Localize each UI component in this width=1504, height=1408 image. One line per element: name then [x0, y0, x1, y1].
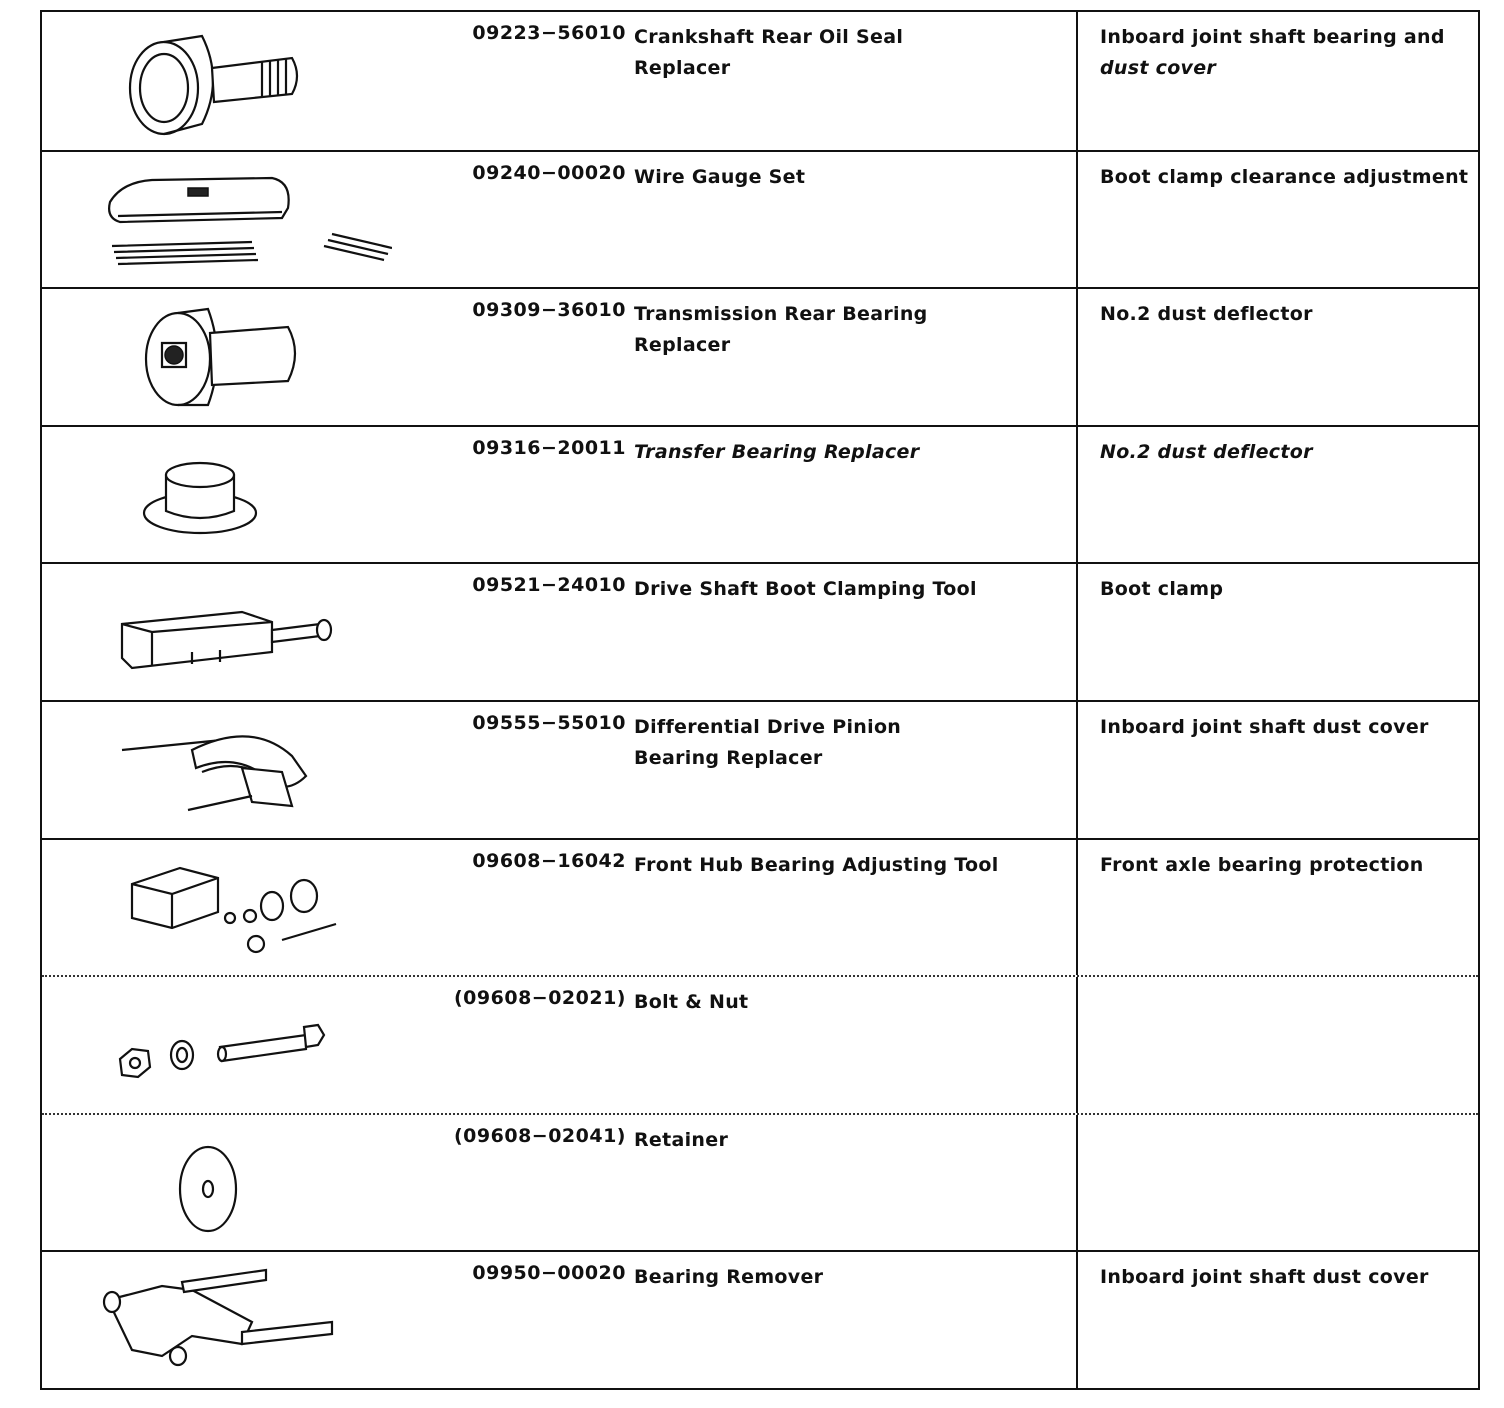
- tool-illustration: [42, 427, 442, 563]
- tool-name: Differential Drive Pinion Bearing Replacer: [634, 715, 902, 769]
- part-number: 09240−00020: [472, 161, 626, 184]
- tool-name: Transmission Rear Bearing Replacer: [634, 303, 928, 357]
- table-row: [42, 975, 1478, 1113]
- hub-bearing-adjusting-tool-icon: [92, 848, 392, 968]
- part-number: (09608−02021): [454, 987, 626, 1010]
- usage-note-cell: [1076, 152, 1480, 288]
- part-number: 09223−56010: [472, 22, 626, 44]
- usage-note-cell: [1076, 427, 1480, 563]
- tool-illustration: [42, 702, 442, 838]
- table-row: [42, 562, 1478, 700]
- table-row: [42, 287, 1478, 425]
- wire-gauge-set-icon: [92, 160, 392, 280]
- tool-name: Front Hub Bearing Adjusting Tool: [634, 853, 999, 876]
- usage-note: Boot clamp clearance adjustment: [1100, 165, 1469, 188]
- special-service-tools-table: [40, 10, 1480, 1390]
- table-row: [42, 150, 1478, 288]
- usage-note-cell: [1076, 564, 1480, 700]
- usage-note: Boot clamp: [1100, 578, 1224, 601]
- tool-name: Transfer Bearing Replacer: [634, 440, 920, 463]
- tool-name: Retainer: [634, 1128, 729, 1151]
- part-number: 09608−16042: [472, 849, 626, 872]
- bolt-and-nut-icon: [92, 985, 392, 1105]
- usage-note: Inboard joint shaft dust cover: [1100, 715, 1429, 738]
- tool-illustration: [42, 1252, 442, 1388]
- pinion-bearing-replacer-icon: [92, 710, 392, 830]
- table-row: [42, 838, 1478, 976]
- retainer-icon: [92, 1123, 392, 1243]
- bearing-remover-icon: [92, 1260, 392, 1380]
- table-row: [42, 1250, 1478, 1388]
- tool-illustration: [42, 289, 442, 425]
- part-number: 09555−55010: [472, 711, 626, 734]
- transfer-bearing-replacer-icon: [92, 435, 392, 555]
- usage-note: Front axle bearing protection: [1100, 853, 1424, 876]
- usage-note: Inboard joint shaft bearing and dust cover: [1100, 26, 1445, 79]
- tool-illustration: [42, 1115, 442, 1251]
- tool-illustration: [42, 12, 442, 150]
- usage-note-cell: [1076, 289, 1480, 425]
- part-number: 09309−36010: [472, 299, 626, 322]
- usage-note: Inboard joint shaft dust cover: [1100, 1266, 1429, 1289]
- part-number: 09521−24010: [472, 574, 626, 597]
- table-row: [42, 700, 1478, 838]
- oil-seal-replacer-icon: [92, 20, 392, 140]
- usage-note: No.2 dust deflector: [1100, 440, 1313, 463]
- tool-name: Bearing Remover: [634, 1266, 824, 1289]
- usage-note: No.2 dust deflector: [1100, 303, 1313, 326]
- tool-illustration: [42, 977, 442, 1113]
- table-row: [42, 425, 1478, 563]
- usage-note-cell: [1076, 1252, 1480, 1388]
- tool-illustration: [42, 152, 442, 288]
- tool-name: Wire Gauge Set: [634, 165, 806, 188]
- part-number: (09608−02041): [454, 1124, 626, 1147]
- bearing-replacer-icon: [92, 297, 392, 417]
- tool-name: Bolt & Nut: [634, 991, 749, 1014]
- tool-name: Crankshaft Rear Oil Seal Replacer: [634, 26, 904, 79]
- usage-note-cell: [1076, 702, 1480, 838]
- usage-note-cell: [1076, 1115, 1480, 1251]
- usage-note-cell: [1076, 840, 1480, 976]
- usage-note-cell: [1076, 12, 1480, 150]
- usage-note-cell: [1076, 977, 1480, 1113]
- tool-illustration: [42, 564, 442, 700]
- table-row: [42, 12, 1478, 150]
- tool-illustration: [42, 840, 442, 976]
- table-row: [42, 1113, 1478, 1251]
- part-number: 09950−00020: [472, 1262, 626, 1285]
- part-number: 09316−20011: [472, 436, 626, 459]
- boot-clamping-tool-icon: [92, 572, 392, 692]
- tool-name: Drive Shaft Boot Clamping Tool: [634, 578, 977, 601]
